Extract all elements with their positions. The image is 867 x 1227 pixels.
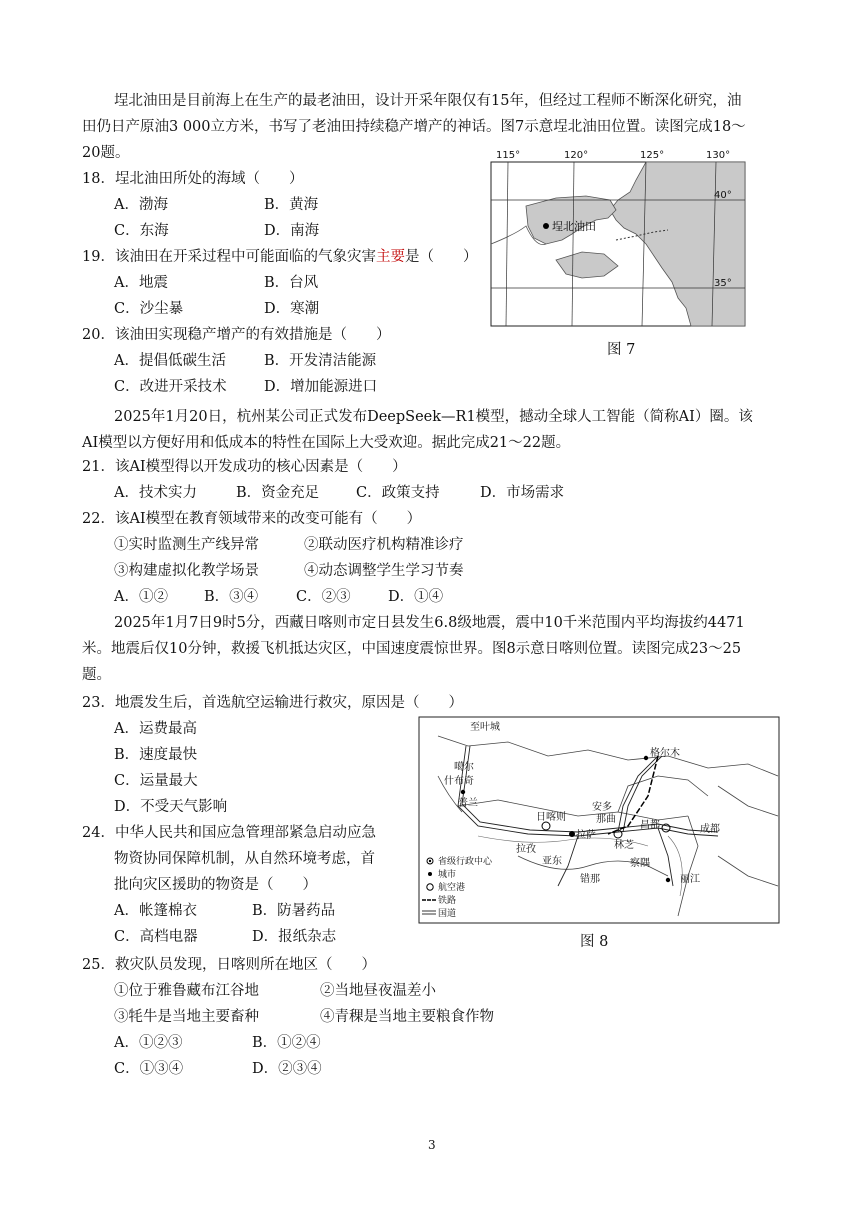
city-marker bbox=[666, 878, 670, 882]
legend-item: 国道 bbox=[438, 909, 457, 919]
q19-option-c: C．沙尘暴 bbox=[114, 301, 184, 317]
figure-8-caption: 图 8 bbox=[580, 934, 609, 950]
q22-item-3: ③构建虚拟化教学场景 bbox=[114, 563, 259, 579]
legend-item: 航空港 bbox=[438, 883, 466, 893]
lon-label-115: 115° bbox=[496, 150, 521, 161]
q24-stem-line3: 批向灾区援助的物资是（ ） bbox=[114, 877, 317, 893]
q24-option-b: B．防暑药品 bbox=[252, 903, 336, 919]
q23-option-a: A．运费最高 bbox=[114, 721, 197, 737]
intro1-line1: 埕北油田是目前海上在生产的最老油田，设计开采年限仅有15年，但经过工程师不断深化研究，油 bbox=[114, 93, 742, 109]
lon-label-120: 120° bbox=[564, 150, 589, 161]
page-number: 3 bbox=[428, 1138, 436, 1152]
q25-option-c: C．①③④ bbox=[114, 1061, 184, 1077]
q24-option-d: D．报纸杂志 bbox=[252, 929, 337, 945]
q19-option-b: B．台风 bbox=[264, 275, 319, 291]
q25-option-b: B．①②④ bbox=[252, 1035, 321, 1051]
figure-8-map bbox=[418, 716, 780, 924]
q21-option-b: B．资金充足 bbox=[236, 485, 320, 501]
q22-item-4: ④动态调整学生学习节奏 bbox=[304, 563, 464, 579]
place-label: 成都 bbox=[700, 824, 720, 835]
q25-option-a: A．①②③ bbox=[114, 1035, 183, 1051]
q25-item-3: ③牦牛是当地主要畜种 bbox=[114, 1009, 259, 1025]
place-label: 什布奇 bbox=[444, 776, 474, 787]
q21-option-a: A．技术实力 bbox=[114, 485, 197, 501]
lon-label-130: 130° bbox=[706, 150, 731, 161]
q20-option-b: B．开发清洁能源 bbox=[264, 353, 377, 369]
place-label: 普兰 bbox=[458, 798, 478, 809]
q25-item-2: ②当地昼夜温差小 bbox=[320, 983, 436, 999]
city-marker bbox=[461, 790, 465, 794]
q24-stem-line1: 24．中华人民共和国应急管理部紧急启动应急 bbox=[82, 825, 376, 841]
q20-option-a: A．提倡低碳生活 bbox=[114, 353, 226, 369]
q18-option-b: B．黄海 bbox=[264, 197, 319, 213]
place-label: 察隅 bbox=[630, 858, 650, 869]
place-label: 噶尔 bbox=[454, 762, 474, 773]
legend-item: 铁路 bbox=[438, 896, 457, 906]
figure-7-map bbox=[486, 148, 751, 330]
place-label: 至叶城 bbox=[470, 722, 500, 733]
q25-item-4: ④青稞是当地主要粮食作物 bbox=[320, 1009, 494, 1025]
q25-stem: 25．救灾队员发现，日喀则所在地区（ ） bbox=[82, 957, 376, 973]
q19-stem-highlight: 主要 bbox=[375, 249, 405, 265]
q24-option-c: C．高档电器 bbox=[114, 929, 198, 945]
intro1-line3: 20题。 bbox=[82, 145, 130, 161]
intro2-line1: 2025年1月20日，杭州某公司正式发布DeepSeek—R1模型，撼动全球人工智能（简称AI）圈。该 bbox=[114, 409, 753, 425]
q18-option-d: D．南海 bbox=[264, 223, 320, 239]
capital-marker bbox=[569, 831, 575, 837]
q23-option-c: C．运量最大 bbox=[114, 773, 198, 789]
intro3-line2: 米。地震后仅10分钟，救援飞机抵达灾区，中国速度震惊世界。图8示意日喀则位置。读图完成23～25 bbox=[82, 641, 742, 657]
q21-stem: 21．该AI模型得以开发成功的核心因素是（ ） bbox=[82, 459, 407, 475]
city-marker bbox=[644, 756, 648, 760]
q23-option-d: D．不受天气影响 bbox=[114, 799, 228, 815]
place-label: 亚东 bbox=[542, 856, 562, 867]
oilfield-label: 埕北油田 bbox=[552, 220, 596, 233]
lat-label-40: 40° bbox=[714, 190, 732, 201]
intro3-line3: 题。 bbox=[82, 667, 111, 683]
place-label: 日喀则 bbox=[536, 812, 566, 823]
intro1-line2: 田仍日产原油3 000立方米，书写了老油田持续稳产增产的神话。图7示意埕北油田位置。读图完成18～ bbox=[82, 119, 746, 135]
q25-option-d: D．②③④ bbox=[252, 1061, 322, 1077]
q22-item-1: ①实时监测生产线异常 bbox=[114, 537, 259, 553]
q19-stem-part2: 是（ ） bbox=[404, 249, 478, 265]
q23-option-b: B．速度最快 bbox=[114, 747, 198, 763]
place-label: 拉孜 bbox=[516, 844, 536, 855]
place-label: 丽江 bbox=[680, 874, 700, 885]
lon-label-125: 125° bbox=[640, 150, 665, 161]
legend-item: 城市 bbox=[438, 870, 457, 880]
place-label: 那曲 bbox=[596, 814, 616, 825]
place-label: 格尔木 bbox=[650, 748, 680, 759]
intro3-line1: 2025年1月7日9时5分，西藏日喀则市定日县发生6.8级地震，震中10千米范围内平均海拔约4471 bbox=[114, 615, 745, 631]
q18-stem: 18．埕北油田所处的海域（ ） bbox=[82, 171, 304, 187]
place-label: 安多 bbox=[592, 802, 612, 813]
figure-7-caption: 图 7 bbox=[607, 342, 636, 358]
q21-option-d: D．市场需求 bbox=[480, 485, 565, 501]
q19-option-a: A．地震 bbox=[114, 275, 168, 291]
lat-label-35: 35° bbox=[714, 278, 732, 289]
q20-option-c: C．改进开采技术 bbox=[114, 379, 227, 395]
q23-stem: 23．地震发生后，首选航空运输进行救灾，原因是（ ） bbox=[82, 695, 463, 711]
q22-option-d: D．①④ bbox=[388, 589, 444, 605]
q19-stem-part1: 19．该油田在开采过程中可能面临的气象灾害 bbox=[82, 249, 376, 265]
q19-option-d: D．寒潮 bbox=[264, 301, 320, 317]
q22-item-2: ②联动医疗机构精准诊疗 bbox=[304, 537, 464, 553]
place-label: 拉萨 bbox=[576, 830, 596, 841]
q19-stem bbox=[82, 248, 477, 266]
q22-option-c: C．②③ bbox=[296, 589, 351, 605]
q25-item-1: ①位于雅鲁藏布江谷地 bbox=[114, 983, 259, 999]
oilfield-marker bbox=[543, 223, 549, 229]
q18-option-c: C．东海 bbox=[114, 223, 169, 239]
legend-item: 省级行政中心 bbox=[438, 857, 493, 867]
q20-option-d: D．增加能源进口 bbox=[264, 379, 378, 395]
place-label: 昌都 bbox=[640, 820, 660, 831]
q24-stem-line2: 物资协同保障机制，从自然环境考虑，首 bbox=[114, 851, 375, 867]
intro2-line2: AI模型以方便好用和低成本的特性在国际上大受欢迎。据此完成21～22题。 bbox=[82, 435, 571, 451]
q24-option-a: A．帐篷棉衣 bbox=[114, 903, 197, 919]
place-label: 错那 bbox=[580, 874, 600, 885]
q20-stem: 20．该油田实现稳产增产的有效措施是（ ） bbox=[82, 327, 391, 343]
q22-option-b: B．③④ bbox=[204, 589, 259, 605]
q21-option-c: C．政策支持 bbox=[356, 485, 440, 501]
q22-stem: 22．该AI模型在教育领域带来的改变可能有（ ） bbox=[82, 511, 422, 527]
q18-option-a: A．渤海 bbox=[114, 197, 168, 213]
place-label: 林芝 bbox=[614, 840, 634, 851]
q22-option-a: A．①② bbox=[114, 589, 168, 605]
